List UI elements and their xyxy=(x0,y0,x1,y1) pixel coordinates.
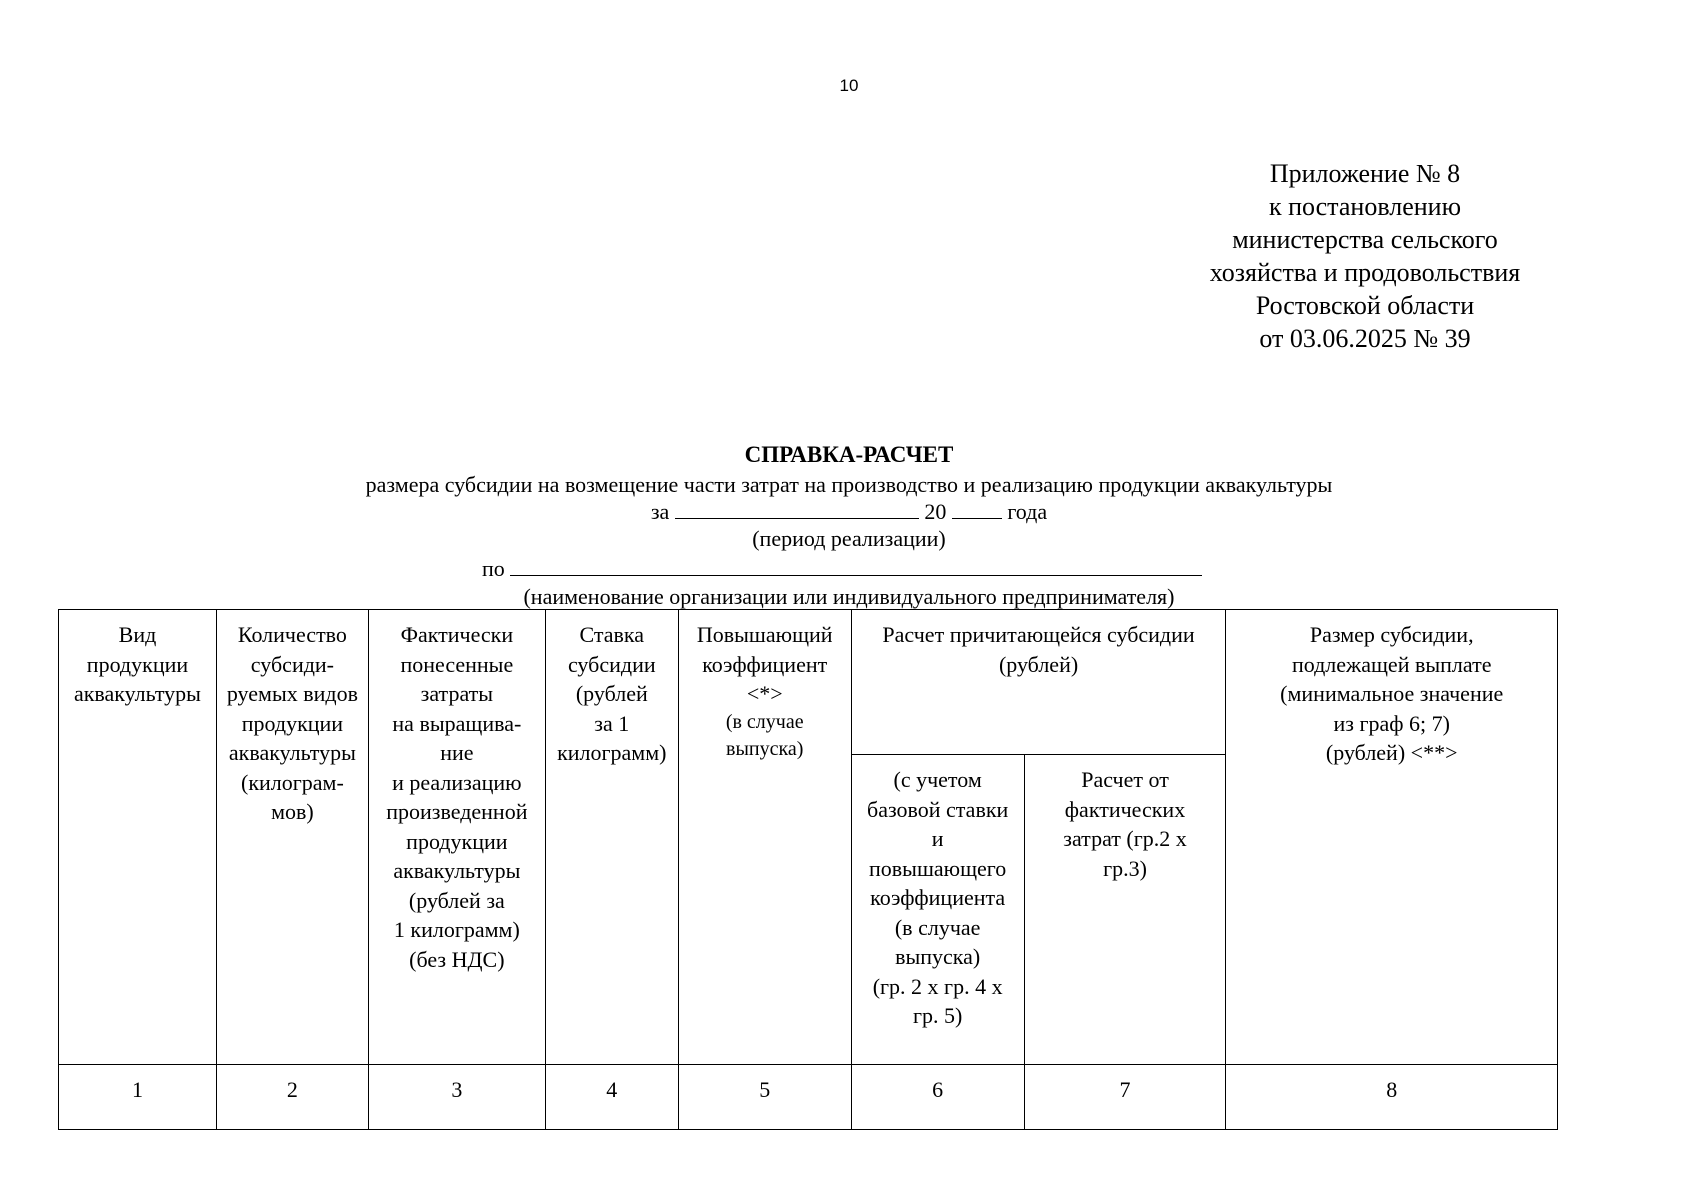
header-cell-1: Вид продукции аквакультуры xyxy=(59,610,217,1065)
organization-line xyxy=(482,555,1202,582)
header-group-calculation: Расчет причитающейся субсидии (рублей) xyxy=(851,610,1226,755)
form-title: СПРАВКА-РАСЧЕТ xyxy=(744,442,954,467)
column-number-cell: 3 xyxy=(368,1065,545,1130)
header-cell-8: Размер субсидии, подлежащей выплате (минимальное значение из граф 6; 7) (рублей) <**> xyxy=(1226,610,1558,1065)
header-cell-7: Расчет от фактических затрат (гр.2 х гр.3) xyxy=(1024,755,1226,1065)
appendix-line: к постановлению xyxy=(1268,192,1462,221)
period-prefix: за xyxy=(650,499,670,524)
appendix-line: Приложение № 8 xyxy=(1269,159,1461,188)
column-number-cell: 1 xyxy=(59,1065,217,1130)
column-number-cell: 6 xyxy=(851,1065,1024,1130)
column-number-cell: 5 xyxy=(678,1065,851,1130)
column-number-cell: 2 xyxy=(216,1065,368,1130)
form-subtitle: размера субсидии на возмещение части затрат на производство и реализацию продукции аквакультуры xyxy=(365,472,1333,497)
header-cell-2: Количество субсиди- руемых видов продукции аквакультуры (килограм- мов) xyxy=(216,610,368,1065)
calculation-table xyxy=(58,609,1558,1130)
header-cell-5: Повышающий коэффициент <*> (в случае выпуска) xyxy=(678,610,851,1065)
column-number-row xyxy=(59,1065,1558,1130)
column-number-cell: 7 xyxy=(1024,1065,1226,1130)
appendix-line: хозяйства и продовольствия xyxy=(1209,258,1521,287)
appendix-line: министерства сельского xyxy=(1232,225,1498,254)
year-suffix: года xyxy=(1007,499,1048,524)
organization-blank-field[interactable] xyxy=(510,555,1202,576)
organization-hint: (наименование организации или индивидуального предпринимателя) xyxy=(523,584,1175,609)
period-line xyxy=(0,498,1698,525)
appendix-line: от 03.06.2025 № 39 xyxy=(1259,324,1471,353)
page-number: 10 xyxy=(839,76,859,95)
column-number-cell: 8 xyxy=(1226,1065,1558,1130)
org-prefix: по xyxy=(482,556,505,581)
appendix-block xyxy=(1155,157,1575,355)
column-number-cell: 4 xyxy=(545,1065,678,1130)
header-cell-4: Ставка субсидии (рублей за 1 килограмм) xyxy=(545,610,678,1065)
header-cell-6: (с учетом базовой ставки и повышающего коэффициента (в случае выпуска) (гр. 2 х гр. 4 х гр. 5) xyxy=(851,755,1024,1065)
period-blank-field[interactable] xyxy=(675,498,919,519)
period-hint: (период реализации) xyxy=(752,526,946,551)
appendix-line: Ростовской области xyxy=(1255,291,1475,320)
year-blank-field[interactable] xyxy=(952,498,1002,519)
header-row-top xyxy=(59,610,1558,755)
year-text: 20 xyxy=(924,499,947,524)
header-cell-3: Фактически понесенные затраты на выращива- ние и реализацию произведенной продукции аквакультуры (рублей за 1 килограмм) (без НДС) xyxy=(368,610,545,1065)
